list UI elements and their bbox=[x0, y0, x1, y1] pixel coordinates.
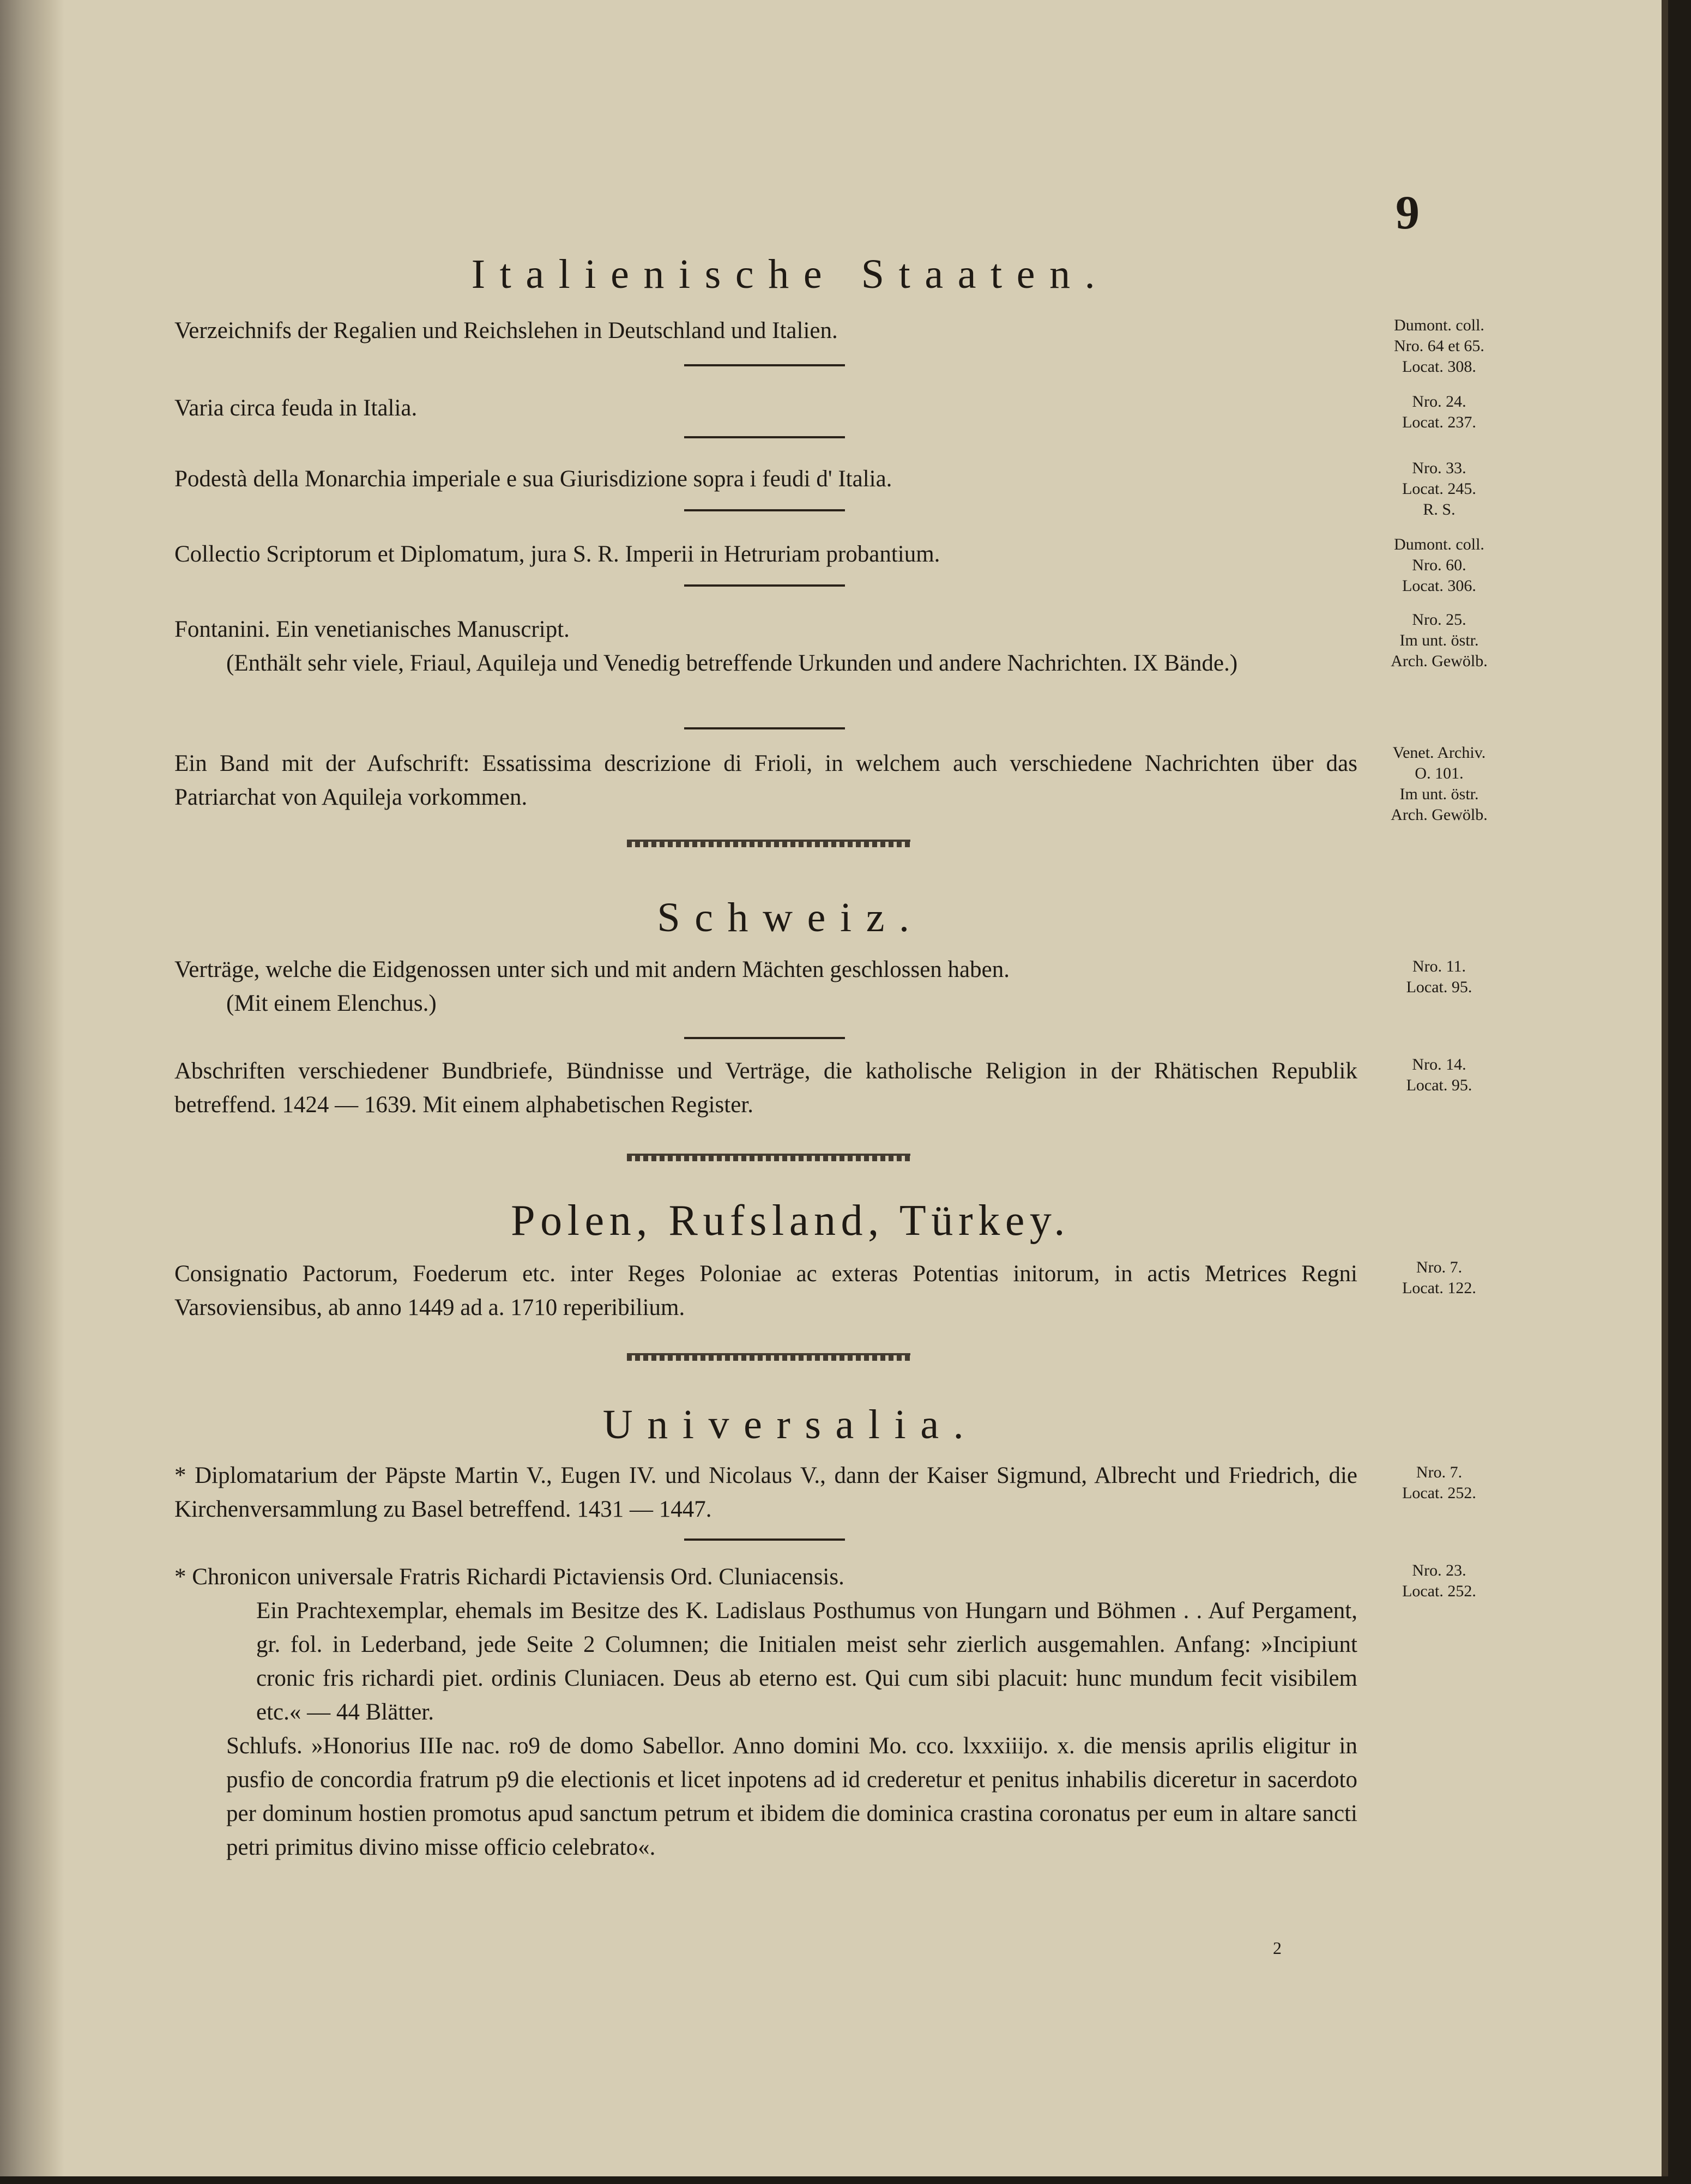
entry-description: Ein Prachtexemplar, ehemals im Besitze des K. Ladislaus Posthumus von Hungarn und Böhmen . . Auf Pergament, gr. fol. in Lederband, jede Seite 2 Columnen; die Initialen meist sehr zierlich ausgemahlen. Anfang: »Incipiunt cronic fris richardi piet. ordinis Cluniacen. Deus ab eterno est. Qui cum sibi placuit: hunc mundum fecit visibilem etc.« — 44 Blätter. bbox=[256, 1598, 1357, 1725]
separator-rule bbox=[684, 509, 845, 511]
entry-italian-5 bbox=[174, 613, 1357, 680]
shelfmark-line: Arch. Gewölb. bbox=[1391, 652, 1488, 670]
shelfmark-italian-3 bbox=[1363, 458, 1515, 520]
shelfmark-poland-1 bbox=[1363, 1257, 1515, 1299]
separator-rule bbox=[684, 584, 845, 587]
shelfmark-line: Nro. 33. bbox=[1412, 459, 1466, 477]
entry-universal-2 bbox=[174, 1560, 1357, 1865]
entry-text: * Diplomatarium der Päpste Martin V., Eugen IV. und Nicolaus V., dann der Kaiser Sigmund, Albrecht und Friedrich, die Kirchenversammlung zu Basel betreffend. 1431 — 1447. bbox=[174, 1463, 1357, 1522]
entry-text: * Chronicon universale Fratris Richardi Pictaviensis Ord. Cluniacensis. bbox=[174, 1564, 844, 1590]
shelfmark-italian-5 bbox=[1363, 610, 1515, 672]
entry-italian-3 bbox=[174, 462, 1357, 496]
separator-rule bbox=[684, 1539, 845, 1541]
shelfmark-line: R. S. bbox=[1423, 500, 1456, 518]
shelfmark-italian-6 bbox=[1363, 743, 1515, 825]
shelfmark-swiss-2 bbox=[1363, 1054, 1515, 1096]
section-divider-ornament bbox=[627, 1154, 910, 1161]
shelfmark-swiss-1 bbox=[1363, 956, 1515, 998]
shelfmark-line: Locat. 252. bbox=[1402, 1484, 1476, 1502]
entry-explicit: Schlufs. »Honorius IIIe nac. ro9 de domo Sabellor. Anno domini Mo. cco. lxxxiiijo. x. die mensis aprilis eligitur in pusfio de concordia fratrum p9 die electionis et licet inpotens ad id crederetur et penitus inhabilis diceretur in sacerdoto per dominum hostien promotus apud sanctum petrum et ibidem die dominica crastina coronatus per eum in altare sancti petri primitus divino misse officio celebrato«. bbox=[226, 1733, 1357, 1860]
shelfmark-line: Nro. 14. bbox=[1412, 1055, 1466, 1073]
shelfmark-italian-4 bbox=[1363, 534, 1515, 596]
section-title-universalia: Universalia. bbox=[602, 1402, 979, 1447]
entry-text: Collectio Scriptorum et Diplomatum, jura S. R. Imperii in Hetruriam probantium. bbox=[174, 541, 940, 567]
shelfmark-line: Nro. 7. bbox=[1416, 1258, 1463, 1276]
entry-italian-1 bbox=[174, 314, 1357, 348]
shelfmark-line: Nro. 11. bbox=[1412, 957, 1466, 975]
entry-text: Podestà della Monarchia imperiale e sua Giurisdizione sopra i feudi d' Italia. bbox=[174, 466, 892, 492]
entry-text: Fontanini. Ein venetianisches Manuscript. bbox=[174, 617, 570, 642]
shelfmark-line: Im unt. östr. bbox=[1399, 631, 1479, 649]
shelfmark-line: Nro. 60. bbox=[1412, 556, 1466, 574]
section-divider-ornament bbox=[627, 1353, 910, 1361]
shelfmark-line: Dumont. coll. bbox=[1394, 316, 1484, 334]
shelfmark-line: Locat. 237. bbox=[1402, 413, 1476, 431]
entry-swiss-2 bbox=[174, 1054, 1357, 1122]
entry-text: Verzeichnifs der Regalien und Reichslehen in Deutschland und Italien. bbox=[174, 318, 838, 343]
shelfmark-italian-1 bbox=[1363, 315, 1515, 377]
entry-note: (Enthält sehr viele, Friaul, Aquileja und Venedig betreffende Urkunden und andere Nachrichten. IX Bände.) bbox=[226, 650, 1238, 676]
shelfmark-line: Im unt. östr. bbox=[1399, 785, 1479, 803]
entry-text: Verträge, welche die Eidgenossen unter sich und mit andern Mächten geschlossen haben. bbox=[174, 957, 1010, 982]
section-title-italian-states: Italienische Staaten. bbox=[471, 251, 1110, 297]
shelfmark-line: Locat. 308. bbox=[1402, 358, 1476, 376]
section-title-poland-russia-turkey: Polen, Rufsland, Türkey. bbox=[511, 1197, 1070, 1245]
entry-note: (Mit einem Elenchus.) bbox=[226, 991, 437, 1016]
separator-rule bbox=[684, 364, 845, 366]
entry-text: Consignatio Pactorum, Foederum etc. inter Reges Poloniae ac exteras Potentias initorum, in actis Metrices Regni Varsoviensibus, ab anno 1449 ad a. 1710 reperibilium. bbox=[174, 1261, 1357, 1320]
shelfmark-line: Nro. 7. bbox=[1416, 1463, 1463, 1481]
shelfmark-line: O. 101. bbox=[1415, 764, 1464, 782]
entry-italian-2 bbox=[174, 391, 1357, 425]
shelfmark-universal-1 bbox=[1363, 1462, 1515, 1504]
shelfmark-line: Nro. 25. bbox=[1412, 611, 1466, 629]
shelfmark-line: Locat. 122. bbox=[1402, 1279, 1476, 1297]
shelfmark-universal-2 bbox=[1363, 1560, 1515, 1602]
shelfmark-line: Locat. 306. bbox=[1402, 577, 1476, 595]
entry-text: Ein Band mit der Aufschrift: Essatissima descrizione di Frioli, in welchem auch verschiedene Nachrichten über das Patriarchat von Aquileja vorkommen. bbox=[174, 751, 1357, 810]
entry-swiss-1 bbox=[174, 953, 1357, 1021]
shelfmark-line: Nro. 24. bbox=[1412, 393, 1466, 411]
shelfmark-line: Venet. Archiv. bbox=[1392, 744, 1486, 762]
shelfmark-line: Locat. 245. bbox=[1402, 480, 1476, 498]
sheet-signature-mark: 2 bbox=[1273, 1938, 1282, 1958]
entry-text: Abschriften verschiedener Bundbriefe, Bündnisse und Verträge, die katholische Religion in der Rhätischen Republik betreffend. 1424 — 1639. Mit einem alphabetischen Register. bbox=[174, 1058, 1357, 1118]
binding-gutter bbox=[0, 0, 64, 2176]
section-title-switzerland: Schweiz. bbox=[657, 895, 924, 940]
separator-rule bbox=[684, 1037, 845, 1039]
section-divider-ornament bbox=[627, 840, 910, 847]
shelfmark-line: Nro. 23. bbox=[1412, 1561, 1466, 1579]
shelfmark-line: Nro. 64 et 65. bbox=[1394, 337, 1484, 355]
entry-italian-4 bbox=[174, 538, 1357, 571]
shelfmark-italian-2 bbox=[1363, 391, 1515, 433]
shelfmark-line: Dumont. coll. bbox=[1394, 535, 1484, 553]
shelfmark-line: Locat. 95. bbox=[1406, 1076, 1472, 1094]
entry-text: Varia circa feuda in Italia. bbox=[174, 395, 418, 421]
entry-italian-6 bbox=[174, 747, 1357, 815]
entry-universal-1 bbox=[174, 1459, 1357, 1527]
shelfmark-line: Locat. 252. bbox=[1402, 1582, 1476, 1600]
shelfmark-line: Locat. 95. bbox=[1406, 978, 1472, 996]
page-number: 9 bbox=[1396, 186, 1420, 239]
separator-rule bbox=[684, 727, 845, 729]
entry-poland-1 bbox=[174, 1257, 1357, 1325]
separator-rule bbox=[684, 436, 845, 438]
shelfmark-line: Arch. Gewölb. bbox=[1391, 806, 1488, 824]
